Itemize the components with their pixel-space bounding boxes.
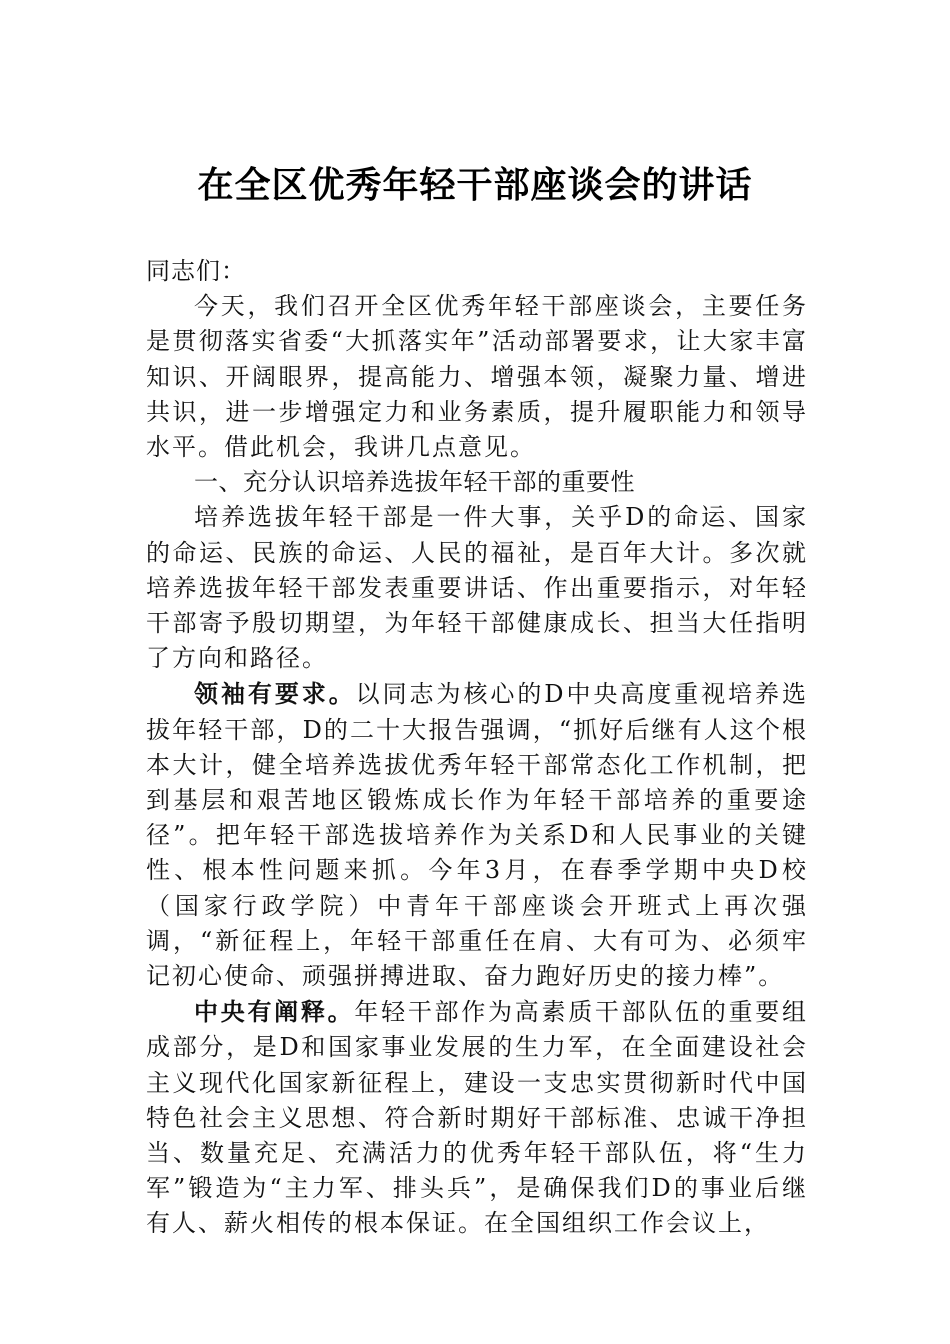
paragraph-lead: 领袖有要求。: [194, 679, 356, 709]
paragraph-lead: 中央有阐释。: [194, 997, 355, 1027]
document-title: 在全区优秀年轻干部座谈会的讲话: [197, 164, 753, 206]
section-heading: 一、充分认识培养选拔年轻干部的重要性: [194, 468, 635, 497]
salutation: 同志们：: [146, 257, 246, 285]
paragraph-text: 今天，我们召开全区优秀年轻干部座谈会，主要任务是贯彻落实省委“大抓落实年”活动部署要求，让大家丰富知识、开阔眼界，提高能力、增强本领，凝聚力量、增进共识，进一步增强定力和业务素质，提升履职能力和领导水平。借此机会，我讲几点意见。: [146, 292, 808, 462]
paragraph-text: 以同志为核心的D中央高度重视培养选拔年轻干部，D的二十大报告强调，“抓好后继有人这个根本大计，健全培养选拔优秀年轻干部常态化工作机制，把到基层和艰苦地区锻炼成长作为年轻干部培养的重要途径”。把年轻干部选拔培养作为关系D和人民事业的关键性、根本性问题来抓。今年3月，在春季学期中央D校（国家行政学院）中青年干部座谈会开班式上再次强调，“新征程上，年轻干部重任在肩、大有可为、必须牢记初心使命、顽强拼搏进取、奋力跑好历史的接力棒”。: [146, 680, 809, 991]
section-paragraph: [146, 500, 808, 676]
document-body: [146, 254, 808, 1242]
paragraph-text: 培养选拔年轻干部是一件大事，关乎D的命运、国家的命运、民族的命运、人民的福祉，是百年大计。多次就培养选拔年轻干部发表重要讲话、作出重要指示，对年轻干部寄予殷切期望，为年轻干部健康成长、担当大任指明了方向和路径。: [146, 503, 808, 673]
section-paragraph: [146, 994, 808, 1241]
section-paragraph: [146, 676, 808, 994]
paragraph-text: 年轻干部作为高素质干部队伍的重要组成部分，是D和国家事业发展的生力军，在全面建设社会主义现代化国家新征程上，建设一支忠实贯彻新时代中国特色社会主义思想、符合新时期好干部标准、忠诚干净担当、数量充足、充满活力的优秀年轻干部队伍，将“生力军”锻造为“主力军、排头兵”，是确保我们D的事业后继有人、薪火相传的根本保证。在全国组织工作会议上，: [146, 998, 809, 1238]
intro-paragraph: [146, 289, 808, 465]
